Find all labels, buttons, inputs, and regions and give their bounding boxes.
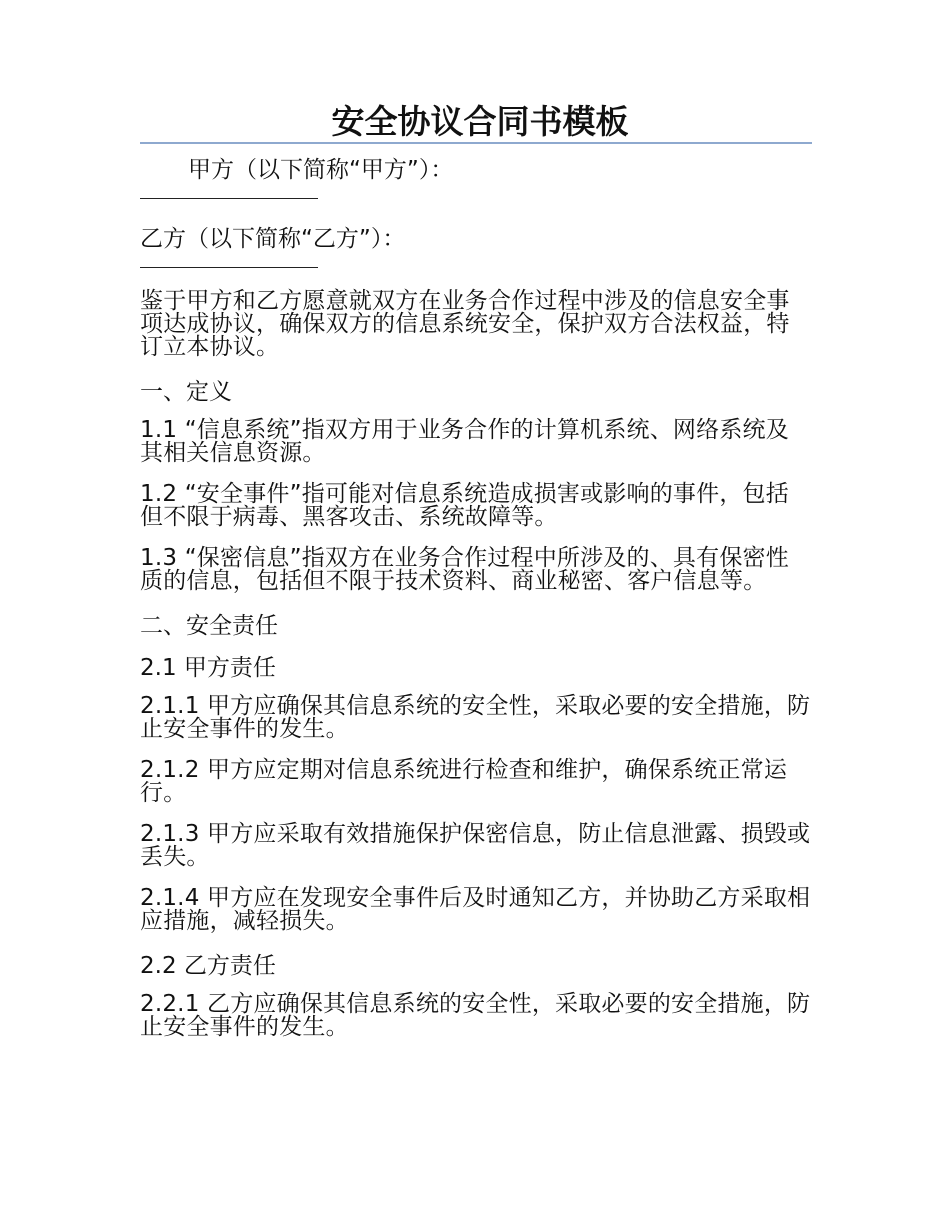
party-a-label: 甲方（以下简称“甲方”）： [188, 157, 454, 183]
document-title: 安全协议合同书模板 [331, 102, 629, 141]
clause-2-1-2: 2.1.2 甲方应定期对信息系统进行检查和维护，确保系统正常运行。 [140, 757, 788, 806]
section-1-heading: 一、定义 [140, 379, 232, 405]
party-b-label: 乙方（以下简称“乙方”）： [140, 226, 406, 252]
subsection-2-1-heading: 2.1 甲方责任 [140, 655, 276, 681]
clause-1-2: 1.2 “安全事件”指可能对信息系统造成损害或影响的事件，包括但不限于病毒、黑客攻击、系统故障等。 [140, 481, 789, 530]
section-2-heading: 二、安全责任 [140, 613, 278, 639]
subsection-2-2-heading: 2.2 乙方责任 [140, 953, 276, 979]
document-page [140, 100, 812, 1057]
clause-2-2-1: 2.2.1 乙方应确保其信息系统的安全性，采取必要的安全措施，防止安全事件的发生。 [140, 991, 811, 1040]
clause-2-1-1: 2.1.1 甲方应确保其信息系统的安全性，采取必要的安全措施，防止安全事件的发生。 [140, 693, 811, 742]
preamble-paragraph: 鉴于甲方和乙方愿意就双方在业务合作过程中涉及的信息安全事项达成协议，确保双方的信息系统安全，保护双方合法权益，特订立本协议。 [140, 288, 790, 360]
clause-2-1-3: 2.1.3 甲方应采取有效措施保护保密信息，防止信息泄露、损毁或丢失。 [140, 821, 811, 870]
clause-1-1: 1.1 “信息系统”指双方用于业务合作的计算机系统、网络系统及其相关信息资源。 [140, 417, 789, 466]
clause-2-1-4: 2.1.4 甲方应在发现安全事件后及时通知乙方，并协助乙方采取相应措施，减轻损失。 [140, 885, 811, 934]
clause-1-3: 1.3 “保密信息”指双方在业务合作过程中所涉及的、具有保密性质的信息，包括但不限于技术资料、商业秘密、客户信息等。 [140, 545, 789, 594]
